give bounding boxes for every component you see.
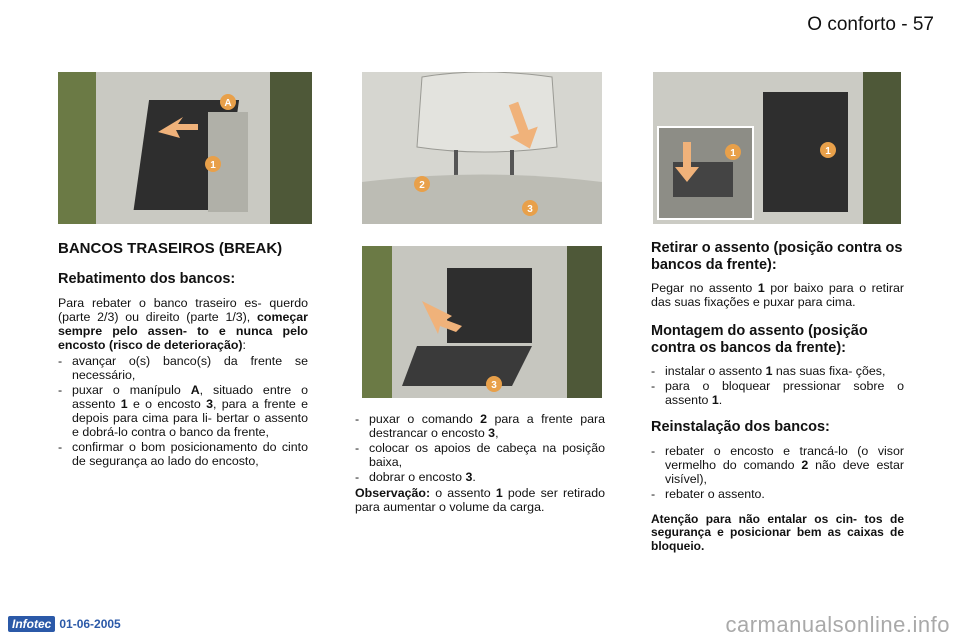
list-item: - rebater o encosto e trancá-lo (o visor vermelho do comando 2 não deve estar visível), <box>651 444 904 486</box>
photo-label-3: 3 <box>527 204 533 215</box>
list-item: - rebater o assento. <box>651 487 904 501</box>
reinstall-title: Reinstalação dos bancos: <box>651 419 830 435</box>
photo-backrest-fold <box>362 246 602 398</box>
photo-label-1: 1 <box>210 160 216 171</box>
photo-label-1b: 1 <box>730 148 736 159</box>
warning-paragraph: Atenção para não entalar os cin- tos de segurança e posicionar bem as caixas de bloqueio. <box>651 511 904 553</box>
list-item: - para o bloquear pressionar sobre o assento 1. <box>651 379 904 407</box>
steps-list-2 <box>355 412 605 484</box>
mount-seat-title: Montagem do assento (posição contra os bancos da frente): <box>651 323 868 356</box>
list-item: - puxar o comando 2 para a frente para destrancar o encosto 3, <box>355 412 605 440</box>
watermark: carmanualsonline.info <box>725 612 950 637</box>
page-header: O conforto - 57 <box>807 14 934 35</box>
photo-label-3b: 3 <box>491 380 497 391</box>
list-item: - avançar o(s) banco(s) da frente se necessário, <box>58 354 308 382</box>
photo-label-a: A <box>224 98 232 109</box>
photo-label-2: 2 <box>419 180 425 191</box>
list-item: - dobrar o encosto 3. <box>355 470 605 484</box>
note-paragraph: Observação: o assento 1 pode ser retirado para aumentar o volume da carga. <box>355 486 605 514</box>
column-left <box>58 240 308 469</box>
mount-steps-list <box>651 364 904 407</box>
list-item: - confirmar o bom posicionamento do cinto de segurança ao lado do encosto, <box>58 440 308 468</box>
reinstall-steps-list <box>651 444 904 501</box>
list-item: - puxar o manípulo A, situado entre o assento 1 e o encosto 3, para a frente e depois para cima para li- bertar o assento e dobrá-lo contra o banco da frente, <box>58 383 308 439</box>
photo-label-1c: 1 <box>825 146 831 157</box>
list-item: - colocar os apoios de cabeça na posição baixa, <box>355 441 605 469</box>
photo-seat-folding <box>58 72 312 224</box>
remove-seat-title: Retirar o assento (posição contra os bancos da frente): <box>651 240 903 273</box>
steps-list <box>58 354 308 468</box>
column-right <box>651 240 904 553</box>
column-middle <box>355 412 605 514</box>
photo-seat-removal <box>653 72 901 224</box>
section-title: BANCOS TRASEIROS (BREAK) <box>58 240 283 257</box>
intro-paragraph: Para rebater o banco traseiro es- querdo (parte 2/3) ou direito (parte 1/3), começar sempre pelo assen- to e nunca pelo encosto (risco de deterioração): <box>58 295 308 352</box>
footer <box>8 616 121 632</box>
remove-seat-paragraph: Pegar no assento 1 por baixo para o retirar das suas fixações e puxar para cima. <box>651 281 904 309</box>
subsection-title: Rebatimento dos bancos: <box>58 271 236 287</box>
photo-headrest <box>362 72 602 224</box>
infotec-logo: Infotec <box>8 616 55 632</box>
footer-date: 01-06-2005 <box>59 617 121 631</box>
list-item: - instalar o assento 1 nas suas fixa- ções, <box>651 364 904 378</box>
